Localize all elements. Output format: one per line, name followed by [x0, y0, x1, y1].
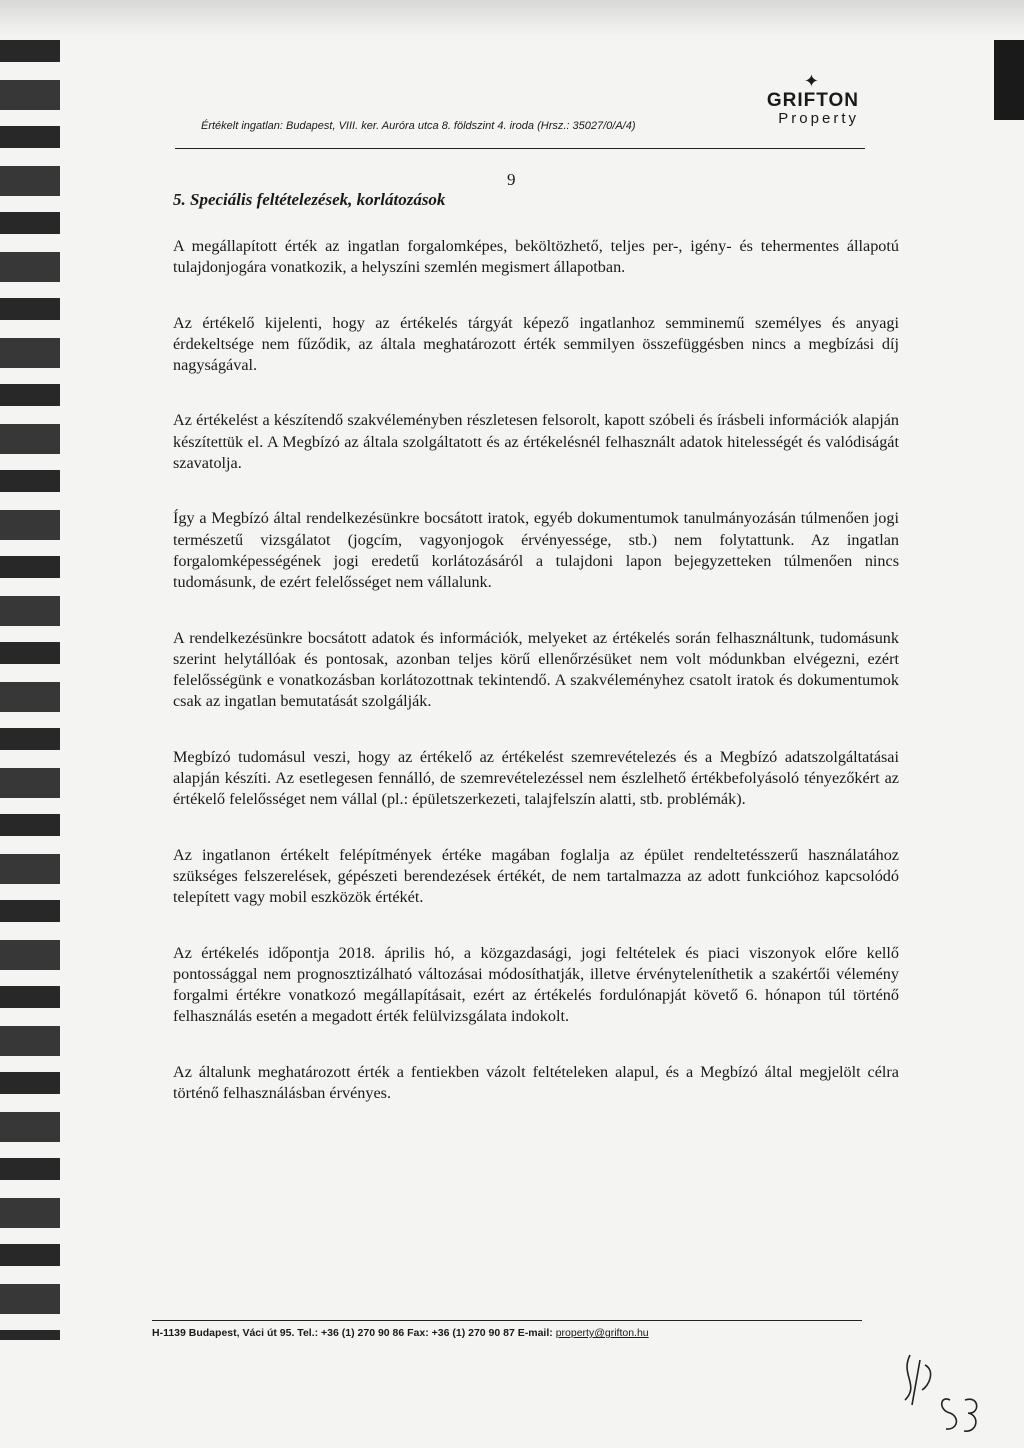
scan-binding-strip — [0, 40, 60, 1340]
footer-address: H-1139 Budapest, Váci út 95. Tel.: +36 (1) 270 90 86 Fax: +36 (1) 270 90 87 E-mail: — [152, 1327, 556, 1339]
scan-corner-mark — [994, 40, 1024, 120]
page-footer — [152, 1320, 862, 1339]
page-number: 9 — [507, 170, 516, 189]
paragraph: A megállapított érték az ingatlan forgalomképes, beköltözhető, teljes per-, igény- és tehermentes állapotú tulajdonjogára vonatkozik, a helyszíni szemlén megismert állapotban. — [173, 237, 899, 277]
paragraph: Az értékelő kijelenti, hogy az értékelés tárgyát képező ingatlanhoz semminemű személyes és anyagi érdekeltsége nem fűződik, az általa meghatározott érték semmilyen összefüggésben nincs a megbízási díj nagyságával. — [173, 313, 899, 375]
brand-logo — [767, 72, 859, 127]
paragraph: Az ingatlanon értékelt felépítmények értéke magában foglalja az épület rendeltetésszerű használatához szükséges felszerelések, gépészeti berendezések értékét, de nem tartalmazza az adott funkcióhoz kapcsolódó telepített vagy mobil eszközök értékét. — [173, 845, 899, 907]
paragraph: A rendelkezésünkre bocsátott adatok és információk, melyeket az értékelés során felhasználtunk, tudomásunk szerint helytállóak és pontosak, azonban teljes körű ellenőrzésüket nem volt módunkban elvégezni, ezért felelősségünk e vonatkozásban korlátozottnak tekintendő. A szakvéleményhez csatolt iratok és dokumentumok csak az ingatlan bemutatását szolgálják. — [173, 628, 899, 711]
paragraph: Így a Megbízó által rendelkezésünkre bocsátott iratok, egyéb dokumentumok tanulmányozásán túlmenően jogi természetű vizsgálatot (jogcím, vagyonjogok érvényessége, stb.) nem folytattunk. Az ingatlan forgalomképességének jogi eredetű korlátozásáról a tulajdoni lapon bejegyzetteken túlmenően nincs tudomásunk, de ezért felelősséget nem vállalunk. — [173, 509, 899, 592]
paragraph: Az értékelést a készítendő szakvéleményben részletesen felsorolt, kapott szóbeli és írásbeli információk alapján készítettük el. A Megbízó az általa szolgáltatott és az értékelésnél felhasznált adatok hitelességét és valódiságát szavatolja. — [173, 411, 899, 473]
paragraph: Az értékelés időpontja 2018. április hó, a közgazdasági, jogi feltételek és piaci viszonyok előre kellő pontossággal nem prognosztizálható változásai módosíthatják, illetve érvényteleníthetik a szakértői vélemény forgalmi értékre vonatkozó megállapításait, ezért az értékelés fordulónapját követő 6. hónapon túl történő felhasználás esetén a megadott érték felülvizsgálata indokolt. — [173, 943, 899, 1026]
scan-edge — [0, 0, 1024, 36]
page-header — [175, 71, 865, 149]
brand-name: GRIFTON — [766, 90, 859, 111]
paragraph: Az általunk meghatározott érték a fentiekben vázolt feltételeken alapul, és a Megbízó által megjelölt célra történő felhasználásban érvényes. — [173, 1062, 899, 1103]
griffin-icon: ✦ — [803, 71, 819, 91]
section-title: 5. Speciális feltételezések, korlátozások — [173, 190, 446, 209]
footer-email-link[interactable]: property@grifton.hu — [555, 1327, 649, 1339]
paragraph: Megbízó tudomásul veszi, hogy az értékelő az értékelést szemrevételezés és a Megbízó adatszolgáltatásai alapján készíti. Az esetlegesen fennálló, de szemrevételezéssel nem észlelhető értékbefolyásoló tényezőkért az értékelő felelősséget nem vállal (pl.: épületszerkezeti, talajfelszín alatti, stb. problémák). — [173, 747, 899, 809]
property-line: Értékelt ingatlan: Budapest, VIII. ker. Auróra utca 8. földszint 4. iroda (Hrsz.: 35027/0/A/4) — [201, 120, 636, 132]
brand-subtitle: Property — [778, 110, 859, 127]
handwritten-signature — [880, 1345, 1000, 1435]
body-text — [173, 236, 899, 1138]
